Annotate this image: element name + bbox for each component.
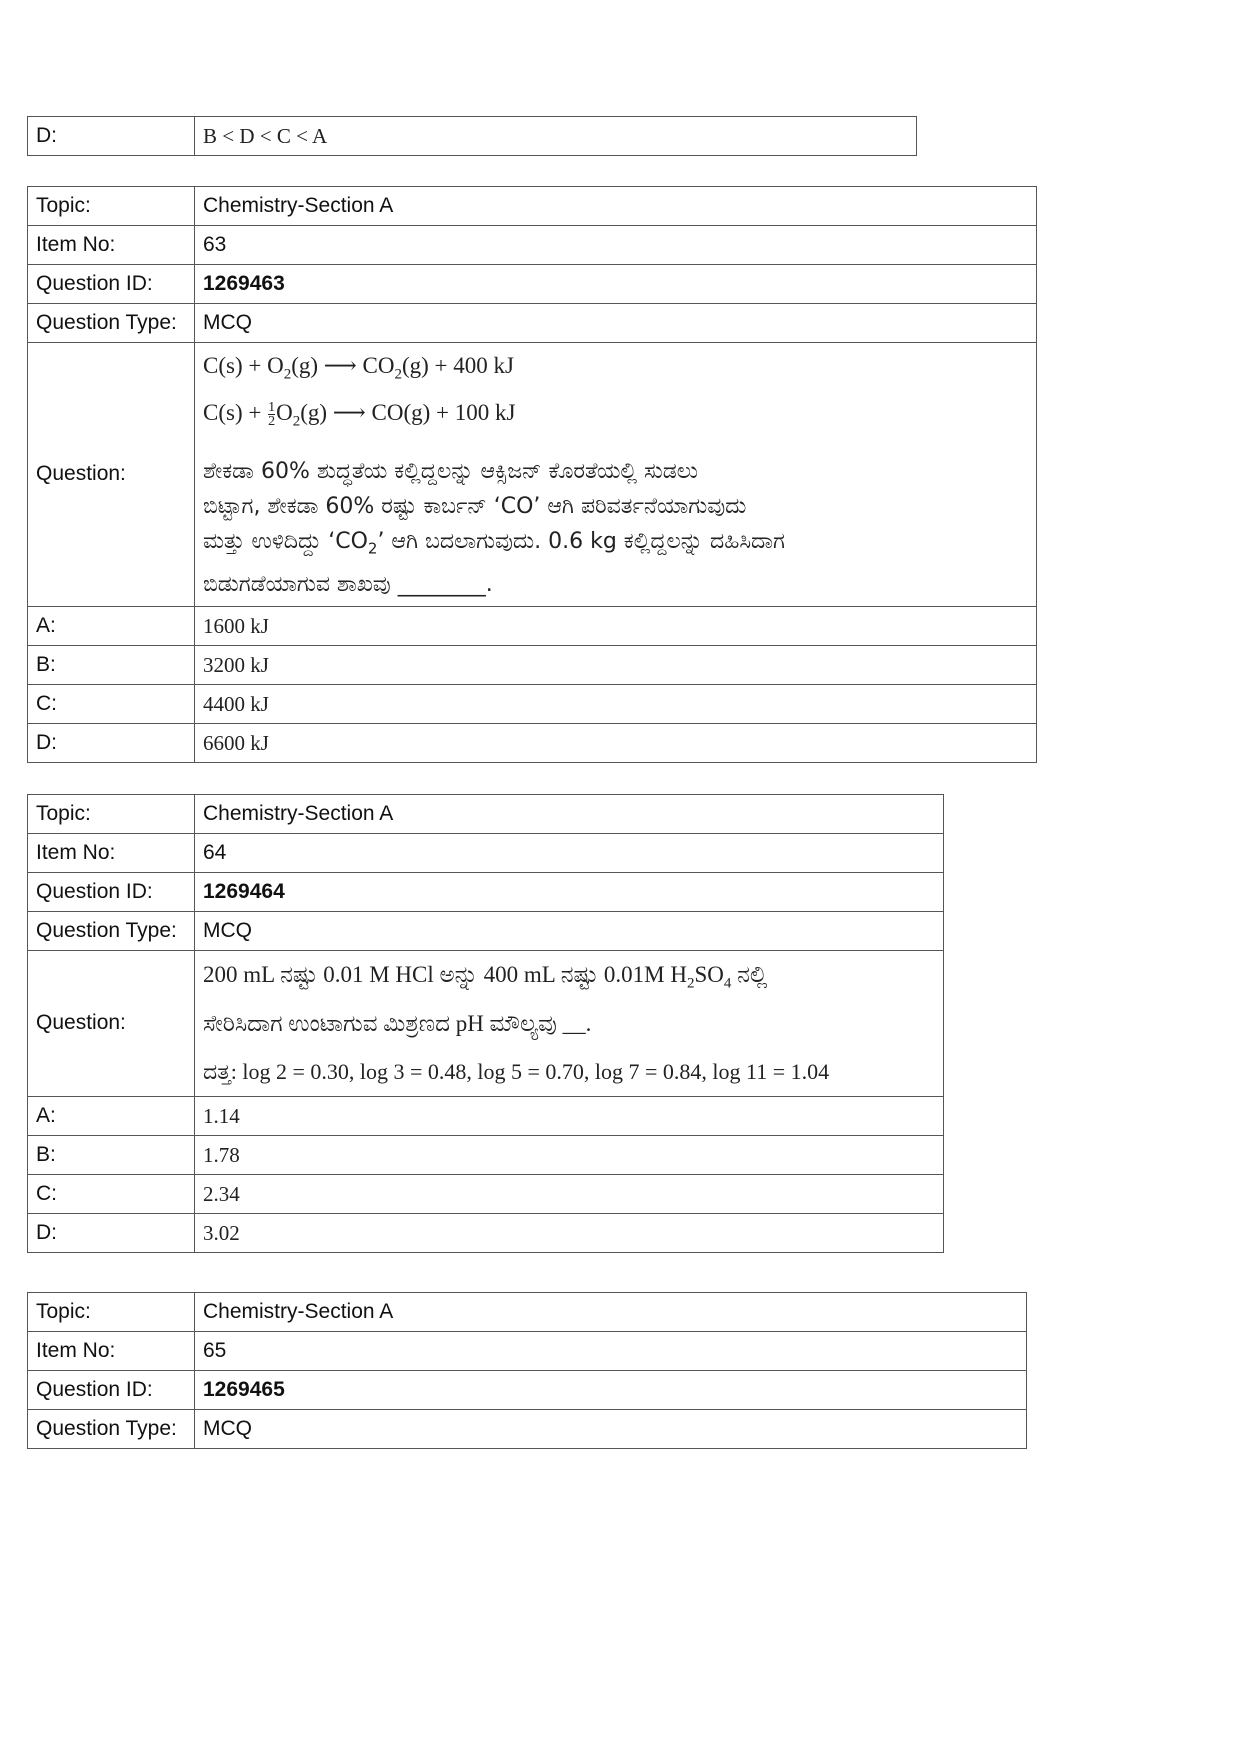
question-row (28, 343, 1037, 607)
option-label: C: (28, 1174, 195, 1213)
topic-value: Chemistry-Section A (195, 187, 1037, 226)
topic-label: Topic: (28, 187, 195, 226)
question-63-table (27, 186, 1037, 763)
given-data-line: ದತ್ತ: log 2 = 0.30, log 3 = 0.48, log 5 = 0.70, log 7 = 0.84, log 11 = 1.04 (203, 1058, 830, 1084)
option-label: A: (28, 606, 195, 645)
question-type-row (28, 304, 1037, 343)
option-value: B < D < C < A (195, 117, 917, 156)
item-label: Item No: (28, 1332, 195, 1371)
question-id-row (28, 265, 1037, 304)
option-row-d (28, 117, 917, 156)
equation-2: C(s) + $\frac{1}{2}$ $O_2(g)$ ⟶ CO(g) + 100 kJ (203, 399, 516, 430)
question-text-line-1: 200 mL ನಷ್ಟು 0.01 M HCl ಅನ್ನು 400 mL ನಷ್ಟು 0.01M $H_2SO_4$ ನಲ್ಲಿ (203, 962, 768, 992)
question-body (195, 343, 1037, 607)
option-label: D: (28, 1213, 195, 1252)
topic-label: Topic: (28, 1293, 195, 1332)
topic-value: Chemistry-Section A (195, 795, 944, 834)
question-id-label: Question ID: (28, 265, 195, 304)
question-id-row (28, 1371, 1027, 1410)
question-body (195, 951, 944, 1097)
option-label: A: (28, 1096, 195, 1135)
option-row-b (28, 645, 1037, 684)
question-type-row (28, 1410, 1027, 1449)
question-type-value: MCQ (195, 1410, 1027, 1449)
question-64-table (27, 794, 944, 1253)
question-id-value: 1269464 (195, 873, 944, 912)
option-row-c (28, 684, 1037, 723)
question-row (28, 951, 944, 1097)
question-id-label: Question ID: (28, 1371, 195, 1410)
question-type-label: Question Type: (28, 912, 195, 951)
question-label: Question: (28, 343, 195, 607)
option-value: 3.02 (195, 1213, 944, 1252)
question-text-line-1: ಶೇಕಡಾ 60% ಶುದ್ಧತೆಯ ಕಲ್ಲಿದ್ದಲನ್ನು ಆಕ್ಸಿಜನ್ ಕೊರತೆಯಲ್ಲಿ ಸುಡಲು (203, 459, 698, 485)
question-type-value: MCQ (195, 912, 944, 951)
question-text-line-2: ಬಿಟ್ಟಾಗ, ಶೇಕಡಾ 60% ರಷ್ಟು ಕಾರ್ಬನ್ ‘CO’ ಆಗಿ ಪರಿವರ್ತನೆಯಾಗುವುದು (203, 494, 747, 520)
item-value: 65 (195, 1332, 1027, 1371)
option-value: 6600 kJ (195, 723, 1037, 762)
question-type-label: Question Type: (28, 304, 195, 343)
topic-label: Topic: (28, 795, 195, 834)
option-label: D: (28, 117, 195, 156)
question-id-value: 1269463 (195, 265, 1037, 304)
option-row-a (28, 1096, 944, 1135)
option-value: 3200 kJ (195, 645, 1037, 684)
item-label: Item No: (28, 834, 195, 873)
option-row-b (28, 1135, 944, 1174)
option-row-a (28, 606, 1037, 645)
topic-row (28, 795, 944, 834)
item-row (28, 226, 1037, 265)
question-label: Question: (28, 951, 195, 1097)
option-value: 4400 kJ (195, 684, 1037, 723)
option-value: 1600 kJ (195, 606, 1037, 645)
option-value: 1.14 (195, 1096, 944, 1135)
question-text-line-2: ಸೇರಿಸಿದಾಗ ಉಂಟಾಗುವ ಮಿಶ್ರಣದ pH ಮೌಲ್ಯವು __. (203, 1010, 592, 1036)
option-label: B: (28, 645, 195, 684)
question-type-value: MCQ (195, 304, 1037, 343)
option-row-c (28, 1174, 944, 1213)
option-row-d (28, 1213, 944, 1252)
question-id-label: Question ID: (28, 873, 195, 912)
option-label: C: (28, 684, 195, 723)
item-value: 63 (195, 226, 1037, 265)
option-label: B: (28, 1135, 195, 1174)
item-label: Item No: (28, 226, 195, 265)
fraction-half: $\frac{1}{2}$ (268, 399, 276, 429)
option-row-d (28, 723, 1037, 762)
question-text-line-3: ಮತ್ತು ಉಳಿದಿದ್ದು ‘$CO_2$’ ಆಗಿ ಬದಲಾಗುವುದು. 0.6 kg ಕಲ್ಲಿದ್ದಲನ್ನು ದಹಿಸಿದಾಗ (203, 529, 785, 558)
question-id-row (28, 873, 944, 912)
topic-row (28, 187, 1037, 226)
item-row (28, 834, 944, 873)
item-row (28, 1332, 1027, 1371)
topic-value: Chemistry-Section A (195, 1293, 1027, 1332)
option-value: 1.78 (195, 1135, 944, 1174)
question-type-row (28, 912, 944, 951)
item-value: 64 (195, 834, 944, 873)
prev-question-table (27, 116, 917, 156)
question-65-table (27, 1292, 1027, 1449)
question-type-label: Question Type: (28, 1410, 195, 1449)
question-text-line-4: ಬಿಡುಗಡೆಯಾಗುವ ಶಾಖವು ________. (203, 571, 493, 597)
question-id-value: 1269465 (195, 1371, 1027, 1410)
option-label: D: (28, 723, 195, 762)
equation-1: $C(s) + O_2(g)$ ⟶ $CO_2(g) + 400$ kJ (203, 353, 514, 383)
topic-row (28, 1293, 1027, 1332)
option-value: 2.34 (195, 1174, 944, 1213)
